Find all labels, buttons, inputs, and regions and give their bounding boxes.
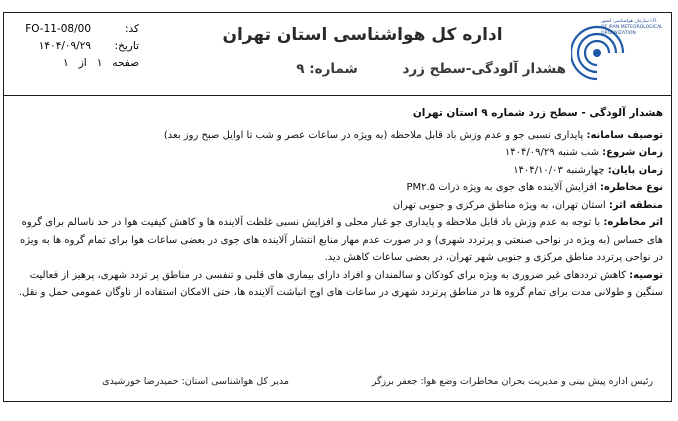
logo-text: سازمان هواشناسی کشور I.R. OF IRAN METEOROLOGICAL ORGANIZATION [601, 19, 663, 36]
code-label: کد: [124, 23, 139, 35]
date-value: ۱۴۰۴/۰۹/۲۹ [38, 40, 91, 52]
desc-value: پایداری نسبی جو و عدم وزش باد قابل ملاحظه (به ویژه در ساعات عصر و شب تا اوایل صبح روز بعد) [163, 129, 584, 141]
hazard-label: نوع مخاطره: [599, 182, 663, 193]
effect-value: با توجه به عدم وزش باد قابل ملاحظه و پایداری جو غبار محلی و افزایش نسبی غلظت آلاینده ها و کاهش کیفیت هوا در حد ناسالم برای گروه های حساس (به ویژه در نواحی صنعتی و پرتردد شهری) و در صورت عدم مهار منابع انتشار آلاینده های جوی در بعضی ساعات هوا برای تمام گروه ها به ویژه در نواحی پرتردد مناطق مرکزی و جنوبی شهر تهران، در بعضی ساعات کاهش دید. [20, 217, 663, 263]
alert-number: شماره: ۹ [296, 61, 358, 77]
advice-value: کاهش ترددهای غیر ضروری به ویژه برای کودکان و سالمندان و افراد دارای بیماری های قلبی و تنفسی در مناطق پر تردد شهری، پرهیز از فعالیت سنگین و طولانی مدت برای تمام گروه ها در مناطق پرتردد شهری در ساعات های اوج انباشت آلاینده ها، حتی الامکان استفاده از ناوگان عمومی حمل و نقل. [18, 269, 663, 298]
end-value: چهارشنبه ۱۴۰۴/۱۰/۰۳ [513, 164, 605, 176]
page-total: ۱ [63, 57, 69, 69]
area-row [14, 197, 663, 215]
date-label: تاریخ: [114, 40, 139, 52]
document-frame [3, 12, 672, 402]
document-header [4, 13, 671, 96]
effect-row [14, 214, 663, 267]
forecast-head-signature: رئیس اداره پیش بینی و مدیریت بحران مخاطرات وضع هوا: جعفر برزگر [371, 376, 653, 387]
alert-heading: هشدار آلودگی - سطح زرد شماره ۹ استان تهران [412, 107, 663, 119]
director-signature: مدیر کل هواشناسی استان: حمیدرضا خورشیدی [102, 376, 289, 387]
effect-label: اثر مخاطره: [603, 217, 663, 228]
page-current: ۱ [96, 57, 103, 69]
page-of: از [78, 57, 87, 69]
hazard-row [14, 179, 663, 197]
alert-body [14, 105, 663, 302]
page-subtitle [214, 61, 566, 77]
area-label: منطقه اثر: [608, 199, 663, 211]
advice-row [14, 267, 663, 302]
start-label: زمان شروع: [602, 147, 663, 158]
desc-row [14, 127, 663, 145]
code-value: FO-11-08/00 [25, 23, 91, 35]
document-meta [14, 21, 139, 72]
page-label: صفحه [112, 57, 139, 69]
desc-label: توصیف سامانه: [586, 129, 663, 141]
advice-label: توصیه: [629, 269, 663, 281]
hazard-value: افزایش آلاینده های جوی به ویژه ذرات PM۲.۵ [406, 182, 597, 193]
start-row [14, 144, 663, 162]
end-label: زمان پایان: [607, 164, 663, 176]
page-indicator [14, 55, 139, 72]
page-title: اداره کل هواشناسی استان تهران [222, 25, 503, 45]
alert-level: هشدار آلودگی-سطح زرد [402, 61, 566, 77]
end-row [14, 162, 663, 180]
area-value: استان تهران، به ویژه مناطق مرکزی و جنوبی تهران [392, 199, 606, 211]
start-value: شب شنبه ۱۴۰۴/۰۹/۲۹ [504, 147, 599, 158]
